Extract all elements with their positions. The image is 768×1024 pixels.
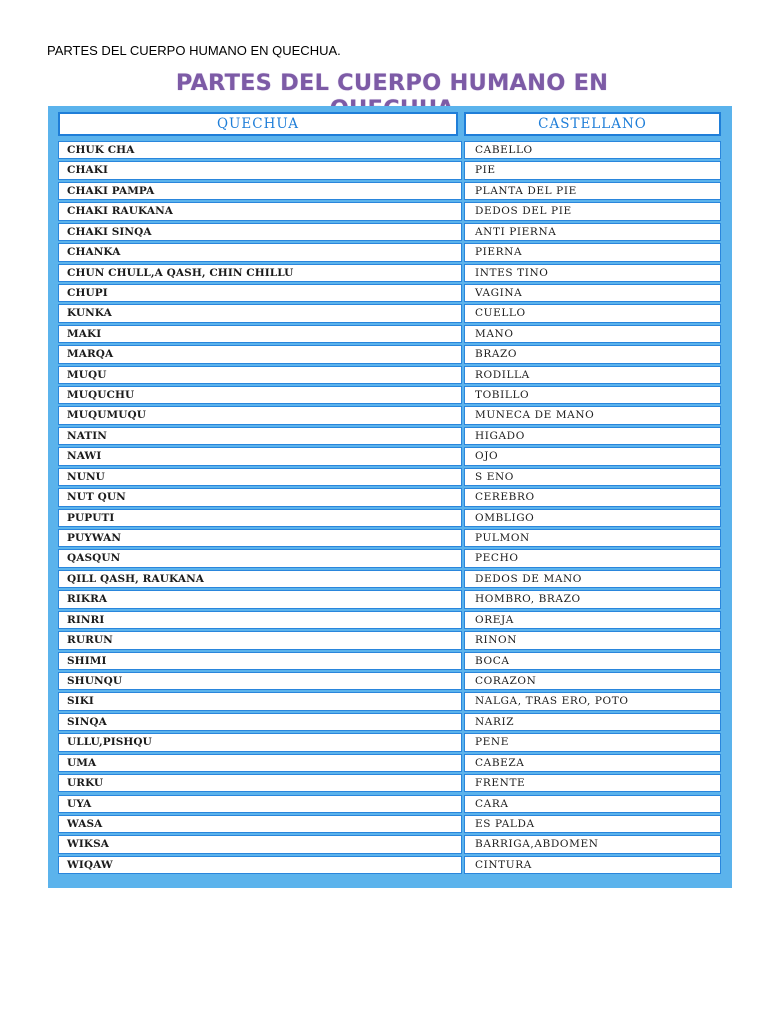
table-row bbox=[58, 610, 721, 630]
table-row bbox=[58, 548, 721, 568]
table-row bbox=[58, 651, 721, 671]
quechua-term: SHIMI bbox=[58, 652, 462, 670]
castellano-term: VAGINA bbox=[464, 284, 721, 302]
table-row bbox=[58, 426, 721, 446]
quechua-term: CHUPI bbox=[58, 284, 462, 302]
table-row bbox=[58, 242, 721, 262]
quechua-term: MUQU bbox=[58, 366, 462, 384]
table-row bbox=[58, 303, 721, 323]
quechua-term: NUNU bbox=[58, 468, 462, 486]
castellano-term: PULMON bbox=[464, 529, 721, 547]
table-row bbox=[58, 732, 721, 752]
quechua-term: CHUN CHULL,A QASH, CHIN CHILLU bbox=[58, 264, 462, 282]
image-title: PARTES DEL CUERPO HUMANO EN bbox=[175, 70, 609, 96]
table-row bbox=[58, 467, 721, 487]
table-row bbox=[58, 671, 721, 691]
column-header-quechua: QUECHUA bbox=[58, 112, 458, 136]
castellano-term: MANO bbox=[464, 325, 721, 343]
castellano-term: TOBILLO bbox=[464, 386, 721, 404]
table-row bbox=[58, 753, 721, 773]
castellano-term: BOCA bbox=[464, 652, 721, 670]
table-row bbox=[58, 589, 721, 609]
table-row bbox=[58, 487, 721, 507]
table-row bbox=[58, 160, 721, 180]
castellano-term: NALGA, TRAS ERO, POTO bbox=[464, 692, 721, 710]
quechua-term: WASA bbox=[58, 815, 462, 833]
table-row bbox=[58, 712, 721, 732]
table-row bbox=[58, 834, 721, 854]
castellano-term: CINTURA bbox=[464, 856, 721, 874]
quechua-term: CHAKI PAMPA bbox=[58, 182, 462, 200]
quechua-term: UYA bbox=[58, 795, 462, 813]
quechua-term: WIQAW bbox=[58, 856, 462, 874]
quechua-term: PUPUTI bbox=[58, 509, 462, 527]
castellano-term: MUNECA DE MANO bbox=[464, 406, 721, 424]
quechua-term: WIKSA bbox=[58, 835, 462, 853]
table-row bbox=[58, 855, 721, 875]
castellano-term: S ENO bbox=[464, 468, 721, 486]
castellano-term: BRAZO bbox=[464, 345, 721, 363]
castellano-term: DEDOS DEL PIE bbox=[464, 202, 721, 220]
table-row bbox=[58, 405, 721, 425]
table-row bbox=[58, 773, 721, 793]
table-row bbox=[58, 630, 721, 650]
table-row bbox=[58, 385, 721, 405]
castellano-term: ANTI PIERNA bbox=[464, 223, 721, 241]
table-row bbox=[58, 140, 721, 160]
table-row bbox=[58, 344, 721, 364]
castellano-term: CARA bbox=[464, 795, 721, 813]
quechua-term: SHUNQU bbox=[58, 672, 462, 690]
castellano-term: BARRIGA,ABDOMEN bbox=[464, 835, 721, 853]
castellano-term: HIGADO bbox=[464, 427, 721, 445]
quechua-term: SIKI bbox=[58, 692, 462, 710]
castellano-term: CEREBRO bbox=[464, 488, 721, 506]
quechua-term: QASQUN bbox=[58, 549, 462, 567]
table-row bbox=[58, 365, 721, 385]
quechua-term: MUQUMUQU bbox=[58, 406, 462, 424]
table-row bbox=[58, 283, 721, 303]
table-row bbox=[58, 201, 721, 221]
castellano-term: RINON bbox=[464, 631, 721, 649]
column-header-castellano: CASTELLANO bbox=[464, 112, 721, 136]
quechua-term: CHAKI bbox=[58, 161, 462, 179]
quechua-term: RURUN bbox=[58, 631, 462, 649]
castellano-term: PECHO bbox=[464, 549, 721, 567]
quechua-term: CHAKI RAUKANA bbox=[58, 202, 462, 220]
table-row bbox=[58, 222, 721, 242]
castellano-term: CORAZON bbox=[464, 672, 721, 690]
castellano-term: DEDOS DE MANO bbox=[464, 570, 721, 588]
quechua-term: NUT QUN bbox=[58, 488, 462, 506]
castellano-term: OREJA bbox=[464, 611, 721, 629]
castellano-term: CABEZA bbox=[464, 754, 721, 772]
castellano-term: PLANTA DEL PIE bbox=[464, 182, 721, 200]
castellano-term: OJO bbox=[464, 447, 721, 465]
table-row bbox=[58, 569, 721, 589]
quechua-term: KUNKA bbox=[58, 304, 462, 322]
castellano-term: CUELLO bbox=[464, 304, 721, 322]
castellano-term: PENE bbox=[464, 733, 721, 751]
quechua-term: MAKI bbox=[58, 325, 462, 343]
quechua-term: CHANKA bbox=[58, 243, 462, 261]
table-row bbox=[58, 181, 721, 201]
quechua-term: QILL QASH, RAUKANA bbox=[58, 570, 462, 588]
quechua-term: SINQA bbox=[58, 713, 462, 731]
vocabulary-image bbox=[48, 60, 732, 888]
quechua-term: PUYWAN bbox=[58, 529, 462, 547]
table-row bbox=[58, 691, 721, 711]
quechua-term: UMA bbox=[58, 754, 462, 772]
quechua-term: RINRI bbox=[58, 611, 462, 629]
quechua-term: CHAKI SINQA bbox=[58, 223, 462, 241]
table-row bbox=[58, 508, 721, 528]
quechua-term: ULLU,PISHQU bbox=[58, 733, 462, 751]
quechua-term: NAWI bbox=[58, 447, 462, 465]
table-row bbox=[58, 263, 721, 283]
quechua-term: NATIN bbox=[58, 427, 462, 445]
castellano-term: HOMBRO, BRAZO bbox=[464, 590, 721, 608]
quechua-term: MUQUCHU bbox=[58, 386, 462, 404]
quechua-term: URKU bbox=[58, 774, 462, 792]
quechua-term: MARQA bbox=[58, 345, 462, 363]
castellano-term: ES PALDA bbox=[464, 815, 721, 833]
document-heading: PARTES DEL CUERPO HUMANO EN QUECHUA. bbox=[47, 43, 341, 58]
vocabulary-table bbox=[48, 106, 732, 888]
table-row bbox=[58, 324, 721, 344]
castellano-term: NARIZ bbox=[464, 713, 721, 731]
castellano-term: CABELLO bbox=[464, 141, 721, 159]
quechua-term: RIKRA bbox=[58, 590, 462, 608]
table-body bbox=[58, 140, 721, 875]
castellano-term: RODILLA bbox=[464, 366, 721, 384]
castellano-term: PIERNA bbox=[464, 243, 721, 261]
table-row bbox=[58, 528, 721, 548]
quechua-term: CHUK CHA bbox=[58, 141, 462, 159]
castellano-term: INTES TINO bbox=[464, 264, 721, 282]
table-row bbox=[58, 794, 721, 814]
castellano-term: OMBLIGO bbox=[464, 509, 721, 527]
castellano-term: FRENTE bbox=[464, 774, 721, 792]
castellano-term: PIE bbox=[464, 161, 721, 179]
table-row bbox=[58, 814, 721, 834]
table-row bbox=[58, 446, 721, 466]
